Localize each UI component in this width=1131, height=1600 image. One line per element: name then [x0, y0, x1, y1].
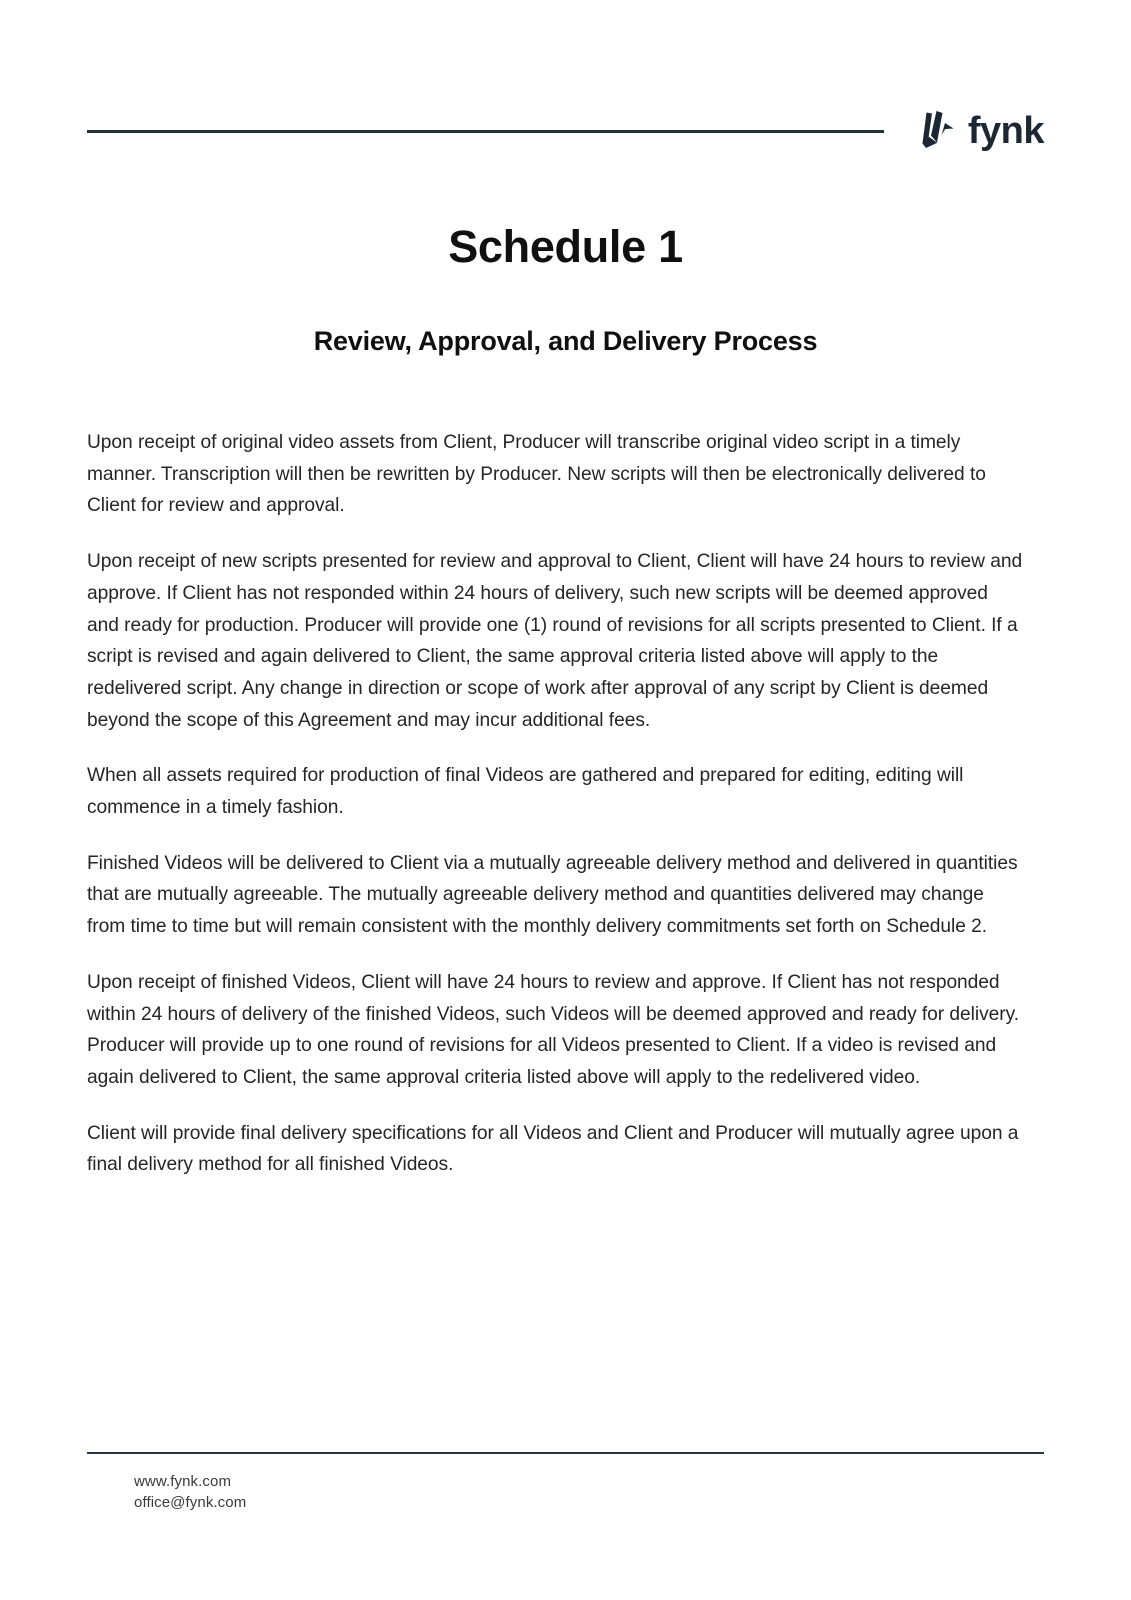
brand-name: fynk	[967, 110, 1044, 152]
body-paragraph: Upon receipt of new scripts presented for review and approval to Client, Client will have 24 hours to review and approve. If Client has not responded within 24 hours of delivery, such new scripts will be deemed approved and ready for production. Producer will provide one (1) round of revisions for all scripts presented to Client. If a script is revised and again delivered to Client, the same approval criteria listed above will apply to the redelivered script. Any change in direction or scope of work after approval of any script by Client is deemed beyond the scope of this Agreement and may incur additional fees.	[87, 551, 1023, 731]
origami-bird-icon	[912, 110, 958, 150]
body-paragraph: Upon receipt of original video assets from Client, Producer will transcribe original video script in a timely manner. Transcription will then be rewritten by Producer. New scripts will then be electronically delivered to Client for review and approval.	[87, 432, 986, 517]
body-paragraph: When all assets required for production of final Videos are gathered and prepared for editing, editing will commence in a timely fashion.	[87, 765, 964, 819]
document-header	[87, 100, 1044, 160]
document-footer	[87, 1452, 1044, 1513]
footer-contact	[87, 1454, 1044, 1513]
document-body	[87, 427, 1023, 1181]
body-paragraph: Client will provide final delivery specifications for all Videos and Client and Producer will mutually agree upon a final delivery method for all finished Videos.	[87, 1122, 1019, 1176]
page-title: Schedule 1	[448, 221, 683, 272]
body-paragraph: Finished Videos will be delivered to Client via a mutually agreeable delivery method and delivered in quantities that are mutually agreeable. The mutually agreeable delivery method and quantities delivered may change from time to time but will remain consistent with the monthly delivery commitments set forth on Schedule 2.	[87, 852, 1018, 938]
footer-website[interactable]: www.fynk.com	[134, 1473, 232, 1490]
page-subtitle: Review, Approval, and Delivery Process	[313, 326, 818, 356]
body-paragraph: Upon receipt of finished Videos, Client will have 24 hours to review and approve. If Client has not responded within 24 hours of delivery of the finished Videos, such Videos will be deemed approved and ready for delivery. Producer will provide up to one round of revisions for all Videos presented to Client. If a video is revised and again delivered to Client, the same approval criteria listed above will apply to the redelivered video.	[87, 971, 1019, 1088]
brand-logo	[912, 106, 1044, 154]
footer-email[interactable]: office@fynk.com	[134, 1494, 247, 1511]
header-divider	[87, 130, 884, 133]
